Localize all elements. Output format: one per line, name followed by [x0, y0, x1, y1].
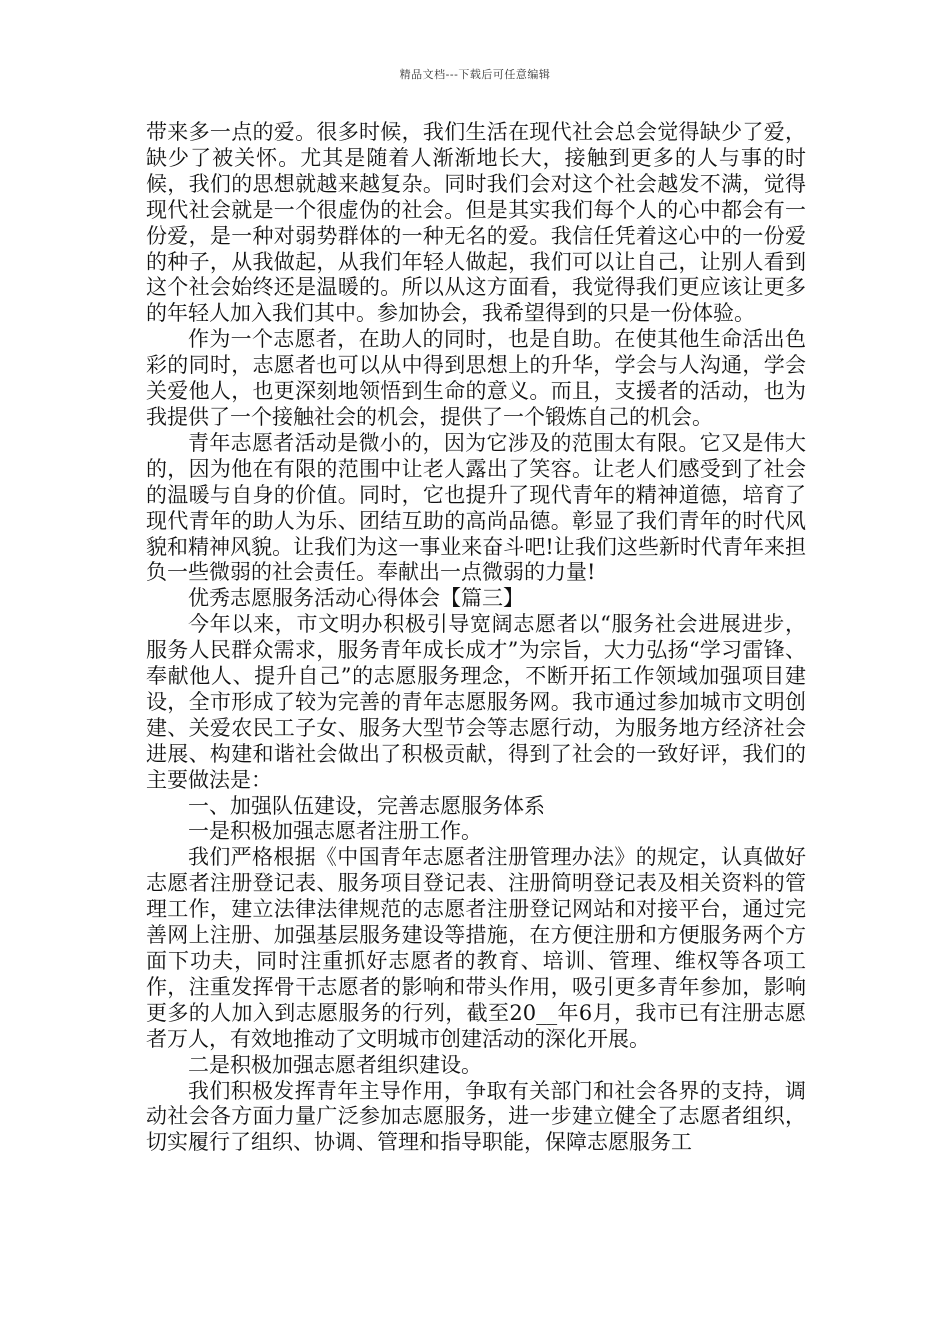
point-heading-2: 二是积极加强志愿者组织建设。 — [188, 1052, 482, 1077]
subsection-heading-1: 一、加强队伍建设，完善志愿服务体系 — [188, 793, 545, 818]
page-header: 精品文档---下载后可任意编辑 — [399, 68, 551, 81]
paragraph-5: 我们严格根据《中国青年志愿者注册管理办法》的规定，认真做好志愿者注册登记表、服务项目登记表、注册简明登记表及相关资料的管理工作，建立法律法律规范的志愿者注册登记网站和对接平台，通过完善网上注册、加强基层服务建设等措施，在方便注册和方便服务两个方面下功夫，同时注重抓好志愿者的教育、培训、管理、维权等各项工作，注重发挥骨干志愿者的影响和带头作用，吸引更多青年参加，影响更多的人加入到志愿服务的行列，截至20__年6月，我市已有注册志愿者万人，有效地推动了文明城市创建活动的深化开展。 — [146, 845, 806, 1051]
document-body — [146, 120, 806, 1156]
paragraph-1: 带来多一点的爱。很多时候，我们生活在现代社会总会觉得缺少了爱，缺少了被关怀。尤其是随着人渐渐地长大，接触到更多的人与事的时候，我们的思想就越来越复杂。同时我们会对这个社会越发不满，觉得现代社会就是一个很虚伪的社会。但是其实我们每个人的心中都会有一份爱，是一种对弱势群体的一种无名的爱。我信任凭着这心中的一份爱的种子，从我做起，从我们年轻人做起，我们可以让自己，让别人看到这个社会始终还是温暖的。所以从这方面看，我觉得我们更应该让更多的年轻人加入我们其中。参加协会，我希望得到的只是一份体验。 — [146, 120, 806, 326]
paragraph-6: 我们积极发挥青年主导作用，争取有关部门和社会各界的支持，调动社会各方面力量广泛参加志愿服务，进一步建立健全了志愿者组织，切实履行了组织、协调、管理和指导职能，保障志愿服务工 — [146, 1078, 806, 1155]
paragraph-3: 青年志愿者活动是微小的，因为它涉及的范围太有限。它又是伟大的，因为他在有限的范围中让老人露出了笑容。让老人们感受到了社会的温暖与自身的价值。同时，它也提升了现代青年的精神道德，培育了现代青年的助人为乐、团结互助的高尚品德。彰显了我们青年的时代风貌和精神风貌。让我们为这一事业来奋斗吧!让我们这些新时代青年来担负一些微弱的社会责任。奉献出一点微弱的力量! — [146, 430, 806, 585]
section-heading: 优秀志愿服务活动心得体会【篇三】 — [188, 586, 524, 611]
paragraph-4: 今年以来，市文明办积极引导宽阔志愿者以“服务社会进展进步，服务人民群众需求，服务青年成长成才”为宗旨，大力弘扬“学习雷锋、奉献他人、提升自己”的志愿服务理念，不断开拓工作领域加强项目建设，全市形成了较为完善的青年志愿服务网。我市通过参加城市文明创建、关爱农民工子女、服务大型节会等志愿行动，为服务地方经济社会进展、构建和谐社会做出了积极贡献，得到了社会的一致好评，我们的主要做法是： — [146, 612, 806, 792]
point-heading-1: 一是积极加强志愿者注册工作。 — [188, 819, 482, 844]
paragraph-2: 作为一个志愿者，在助人的同时，也是自助。在使其他生命活出色彩的同时，志愿者也可以从中得到思想上的升华，学会与人沟通，学会关爱他人，也更深刻地领悟到生命的意义。而且，支援者的活动，也为我提供了一个接触社会的机会，提供了一个锻炼自己的机会。 — [146, 327, 806, 429]
